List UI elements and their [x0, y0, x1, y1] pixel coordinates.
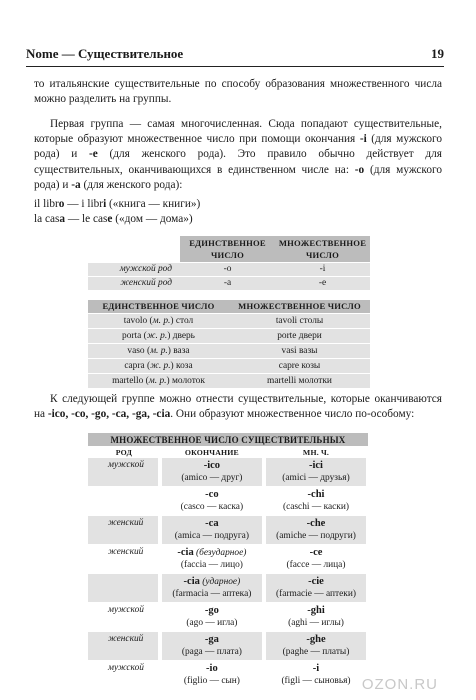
ending-cell [160, 574, 264, 603]
translation: стол [173, 315, 194, 326]
endings-table [88, 236, 370, 291]
plural-rules-table [88, 433, 370, 690]
table-row [88, 358, 370, 373]
ending: -i [359, 133, 367, 146]
plural-header: МН. Ч. [264, 446, 368, 458]
ending-cell [160, 458, 264, 487]
ending: -ce [309, 547, 323, 558]
plural-cell [264, 574, 368, 603]
translation: ваза [170, 345, 190, 356]
page-number: 19 [431, 46, 444, 61]
table-row [88, 487, 368, 516]
table-row [88, 328, 370, 343]
table-row [88, 603, 368, 632]
gender: ж. р. [150, 360, 171, 371]
ending: -cia [183, 576, 200, 587]
group1-paragraph [34, 117, 442, 193]
table-row [88, 276, 370, 290]
ending: -e [89, 148, 98, 161]
ending-cell [160, 603, 264, 632]
word: martello [112, 375, 144, 386]
example-line [34, 212, 193, 227]
text: («книга — книги») [106, 198, 201, 210]
ending-cell [160, 487, 264, 516]
translation: дверь [170, 330, 195, 341]
singular-header: ЕДИНСТВЕННОЕ ЧИСЛО [88, 300, 229, 313]
singular-header: ЕДИНСТВЕННОЕ ЧИСЛО [180, 236, 275, 262]
example: (caschi — каски) [282, 502, 350, 512]
endings: -ico, -co, -go, -ca, -ga, -cia [47, 408, 171, 421]
table-row [88, 343, 370, 358]
ending: -go [204, 605, 219, 616]
plural-cell [264, 603, 368, 632]
singular-cell: tavolo (м. р.) стол [88, 313, 229, 328]
example: (amici — друзья) [282, 473, 350, 483]
singular-cell: vaso (м. р.) ваза [88, 343, 229, 358]
example: (farmacie — аптеки) [276, 589, 356, 599]
ending: -io [206, 663, 218, 674]
example: (amico — друг) [181, 473, 243, 483]
ending: -ici [308, 460, 323, 471]
intro-paragraph: то итальянские существительные по способу образования множественного числа можно разделить на группы. [34, 78, 442, 106]
text: («дом — дома») [112, 213, 193, 225]
word: tavolo [123, 315, 148, 326]
singular-cell: capra (ж. р.) коза [88, 358, 229, 373]
running-header [26, 46, 444, 62]
empty-header [88, 236, 180, 262]
word: vaso [127, 345, 145, 356]
ending-cell [160, 632, 264, 661]
example: (faccia — лицо) [180, 560, 243, 570]
gender-cell [88, 487, 160, 516]
table-row [88, 373, 370, 388]
ending: -a [71, 178, 81, 191]
gender-cell: женский род [88, 276, 180, 290]
plural-cell [264, 487, 368, 516]
gender-cell [88, 574, 160, 603]
plural-cell [264, 632, 368, 661]
ending-note: (безударное) [193, 548, 247, 558]
ending: -cia [177, 547, 194, 558]
gender-cell: женский [88, 545, 160, 574]
example: (facce — лица) [286, 560, 346, 570]
example: (paghe — платы) [282, 647, 350, 657]
ending: i [103, 198, 107, 210]
text: — le cas [65, 213, 108, 225]
gender-cell: мужской род [88, 262, 180, 276]
example: (farmacia — аптека) [172, 589, 252, 599]
example-line [34, 197, 200, 212]
translation: коза [173, 360, 193, 371]
header-rule [26, 66, 444, 67]
section-title: Nome — Существительное [26, 46, 184, 61]
text: (для мужского рода) и [34, 133, 442, 161]
ending: -ca [205, 518, 219, 529]
gender-cell: мужской [88, 458, 160, 487]
example: (figli — сыновья) [281, 676, 351, 686]
table-row [88, 458, 368, 487]
example: (amica — подруга) [174, 531, 249, 541]
singular-cell: martello (м. р.) молоток [88, 373, 229, 388]
gender-cell: женский [88, 632, 160, 661]
group2-paragraph [34, 392, 442, 422]
ending: -ga [204, 634, 219, 645]
example: (paga — плата) [181, 647, 242, 657]
text: la cas [34, 213, 60, 225]
example: (casco — каска) [180, 502, 244, 512]
gender: м. р. [150, 345, 168, 356]
plural-cell: martelli молотки [229, 373, 370, 388]
plural-cell: tavoli столы [229, 313, 370, 328]
word: capra [124, 360, 145, 371]
text: К следующей группе можно отнести существительные, которые оканчиваются на [34, 393, 442, 421]
gender: м. р. [152, 315, 171, 326]
ending: -che [306, 518, 326, 529]
gender-cell: мужской [88, 661, 160, 690]
plural-cell [264, 545, 368, 574]
singular-cell: -o [180, 262, 275, 276]
table-row [88, 661, 368, 690]
gender-header: РОД [88, 446, 160, 458]
ending: -ico [203, 460, 221, 471]
plural-header: МНОЖЕСТВЕННОЕ ЧИСЛО [275, 236, 370, 262]
example: (ago — игла) [186, 618, 238, 628]
text: (для мужского рода) и [34, 163, 442, 191]
text: Первая группа — самая многочисленная. Сюда попадают существительные, которые образуют множественное число при помощи окончания [34, 118, 442, 146]
example: (amiche — подруги) [276, 531, 356, 541]
plural-cell [264, 516, 368, 545]
ending-cell [160, 661, 264, 690]
singular-cell: -a [180, 276, 275, 290]
ending: -ghi [307, 605, 325, 616]
gender: ж. р. [146, 330, 168, 341]
gender-cell: женский [88, 516, 160, 545]
word: porta [122, 330, 142, 341]
table-row [88, 632, 368, 661]
ending-cell [160, 545, 264, 574]
ending: -chi [307, 489, 325, 500]
ending: a [59, 213, 66, 225]
ending-note: (ударное) [199, 577, 241, 587]
text: (для женского рода): [80, 178, 183, 191]
table-row [88, 262, 370, 276]
examples-table [88, 300, 370, 389]
text: il libr [34, 198, 59, 210]
table-title: МНОЖЕСТВЕННОЕ ЧИСЛО СУЩЕСТВИТЕЛЬНЫХ [88, 433, 368, 446]
ending: e [107, 213, 113, 225]
ending: o [58, 198, 65, 210]
translation: молоток [169, 375, 205, 386]
gender-cell: мужской [88, 603, 160, 632]
table-row [88, 545, 368, 574]
ending-cell [160, 516, 264, 545]
plural-cell: porte двери [229, 328, 370, 343]
example: (aghi — иглы) [288, 618, 344, 628]
plural-cell: vasi вазы [229, 343, 370, 358]
example: (figlio — сын) [183, 676, 240, 686]
ending: -co [205, 489, 219, 500]
text: — i libr [64, 198, 104, 210]
plural-cell: capre козы [229, 358, 370, 373]
text: (для женского рода). Это правило обычно действует для существительных, оканчивающихся в единственном числе на: [34, 148, 442, 176]
plural-cell [264, 661, 368, 690]
ending-header: ОКОНЧАНИЕ [160, 446, 264, 458]
watermark: OZON.RU [361, 676, 438, 693]
ending: -cie [308, 576, 324, 587]
ending: -ghe [306, 634, 326, 645]
plural-header: МНОЖЕСТВЕННОЕ ЧИСЛО [229, 300, 370, 313]
singular-cell: porta (ж. р.) дверь [88, 328, 229, 343]
gender: м. р. [148, 375, 167, 386]
text: . Они образуют множественное число по-особому: [170, 408, 415, 421]
table-row [88, 313, 370, 328]
table-row [88, 574, 368, 603]
ending: -i [312, 663, 320, 674]
table-row [88, 516, 368, 545]
plural-cell: -i [275, 262, 370, 276]
plural-cell [264, 458, 368, 487]
ending: -o [354, 163, 365, 176]
plural-cell: -e [275, 276, 370, 290]
